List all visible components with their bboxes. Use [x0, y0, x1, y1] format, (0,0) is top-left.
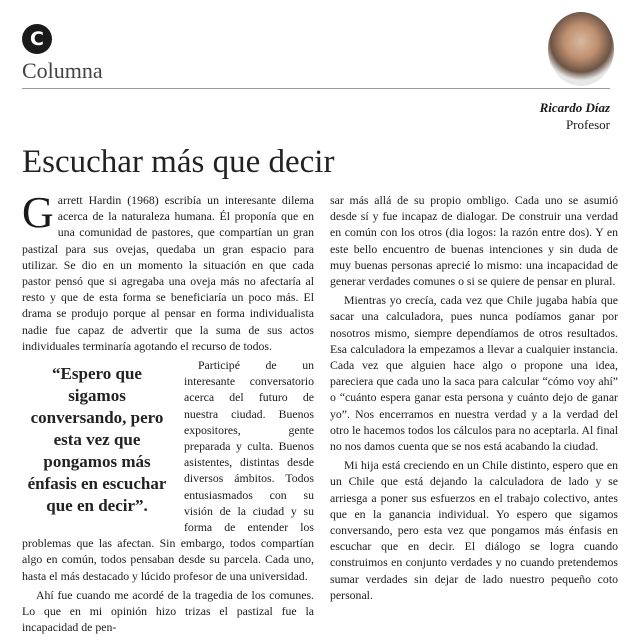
author-name: Ricardo Díaz [539, 100, 610, 115]
header-divider [22, 88, 610, 89]
author-role: Profesor [565, 117, 610, 132]
paragraph: Participé de un interesante conversatorio acerca del futuro de nuestra ciudad. Buenos expositores, gente preparada y culta. Buenos asistentes, distintas desde diversos ámbitos. Todos entusiasmados con su visión de la ciudad y su forma de entender los problemas que las afectan. Sin embargo, todos compartían algo en común, todos pensaban desde su parcela. Cada uno, hasta el más destacado y lúcido profesor de una universidad. [22, 358, 314, 583]
paragraph: Mientras yo crecía, cada vez que Chile jugaba había que sacar una calculadora, pues nunca podíamos ganar por nosotros mismo, siempre dependíamos de otros resultados. Esa calculadora la empezamos a llevar a cualquier instancia. Cada vez que alguien hace algo o propone una idea, pareciera que cada uno la saca para calcular “cómo voy ahí” o “cuánto espera ganar esta persona y cuánto dejo de ganar yo”. Nos encerramos en nuestra verdad y a la verdad del otro le hacemos todos los cálculos para no aceptarla. Al final no nos damos cuenta que se nos está acabando la ciudad. [330, 293, 618, 454]
paragraph-text: arrett Hardin (1968) escribía un interesante dilema acerca de la naturaleza humana. Él proponía que en una comunidad de pastores, que compartían un gran pastizal para sus ovejas, quedaba un gran espacio para utilizar. Se dio en un momento la situación en que cada pastor pensó que si agregaba una oveja más no afectaría al resto y que de esta forma se beneficiaría un poco más. El drama se produjo porque al pensar en forma individualista nadie fue capaz de advertir que la suma de sus actos individuales terminaría agotando el recurso de todos. [22, 193, 314, 353]
article-column-right [330, 192, 618, 606]
pull-quote: “Espero que sigamos conversando, pero esta vez que pongamos más énfasis en escuchar que en decir”. [27, 364, 167, 516]
paragraph [22, 188, 314, 354]
paragraph: Mi hija está creciendo en un Chile distinto, espero que en un Chile que está dejando la calculadora de lado y se arriesga a poner sus esfuerzos en el trabajo colectivo, antes que en la ganancia individual. Yo espero que sigamos conversando, pero esta vez que pongamos más énfasis en escuchar que en decir. El diálogo se logra cuando construimos en conjunto verdades y no cuando pretendemos sumar verdades sin dejar de lado nuestro pequeño coto personal. [330, 458, 618, 602]
article-column-left [22, 188, 314, 638]
paragraph: sar más allá de su propio ombligo. Cada uno se asumió desde sí y fue incapaz de dialogar. De construir una verdad en común con los otros (dia logos: la razón entre dos). Y en este bello encuentro de buenas intenciones y sin duda de muy buenas personas aprecié lo mismo: una incapacidad de generar verdades comunes o si se quiere de pensar en plural. [330, 193, 618, 289]
section-label: Columna [22, 58, 103, 83]
paragraph: Ahí fue cuando me acordé de la tragedia de los comunes. Lo que en mi opinión hizo trizas el pastizal fue la incapacidad de pen- [22, 587, 314, 635]
author-photo [548, 12, 614, 86]
drop-cap: G [22, 188, 54, 237]
article-headline: Escuchar más que decir [22, 144, 335, 180]
column-badge: C [22, 24, 52, 54]
